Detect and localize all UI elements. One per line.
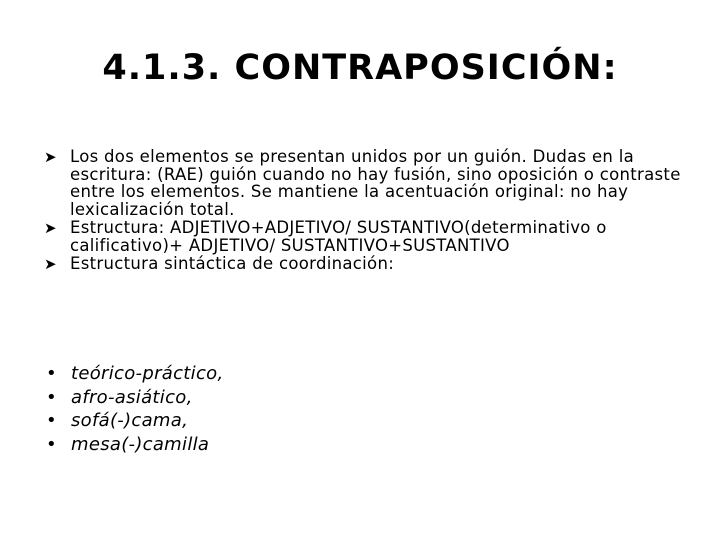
example-text: teórico-práctico, — [71, 363, 224, 384]
dot-bullet-icon: • — [46, 363, 57, 384]
example-item — [44, 362, 644, 386]
bullet-text: Estructura sintáctica de coordinación: — [70, 254, 395, 273]
example-list — [44, 362, 644, 456]
bullet-point — [44, 255, 684, 273]
example-item — [44, 386, 644, 410]
example-text: afro-asiático, — [71, 386, 193, 408]
dot-bullet-icon: • — [46, 386, 57, 408]
bullet-point — [44, 148, 684, 218]
bullet-list — [44, 148, 684, 273]
dot-bullet-icon: • — [46, 433, 57, 455]
example-item — [44, 433, 644, 457]
arrow-bullet-icon: ➤ — [44, 219, 57, 237]
example-item — [44, 409, 644, 433]
arrow-bullet-icon: ➤ — [44, 148, 57, 166]
bullet-point — [44, 219, 684, 254]
example-text: sofá(-)cama, — [71, 410, 189, 431]
dot-bullet-icon: • — [46, 410, 57, 431]
bullet-text: Estructura: ADJETIVO+ADJETIVO/ SUSTANTIVO(determinativo o calificativo)+ ADJETIVO/ SUSTANTIVO+SUSTANTIVO — [70, 218, 607, 255]
slide-title: 4.1.3. CONTRAPOSICIÓN: — [102, 48, 618, 88]
arrow-bullet-icon: ➤ — [44, 255, 57, 273]
bullet-text: Los dos elementos se presentan unidos por un guión. Dudas en la escritura: (RAE) guión cuando no hay fusión, sino oposición o contraste entre los elementos. Se mantiene la acentuación original: no hay lexicalización total. — [70, 147, 681, 219]
example-text: mesa(-)camilla — [71, 433, 210, 455]
